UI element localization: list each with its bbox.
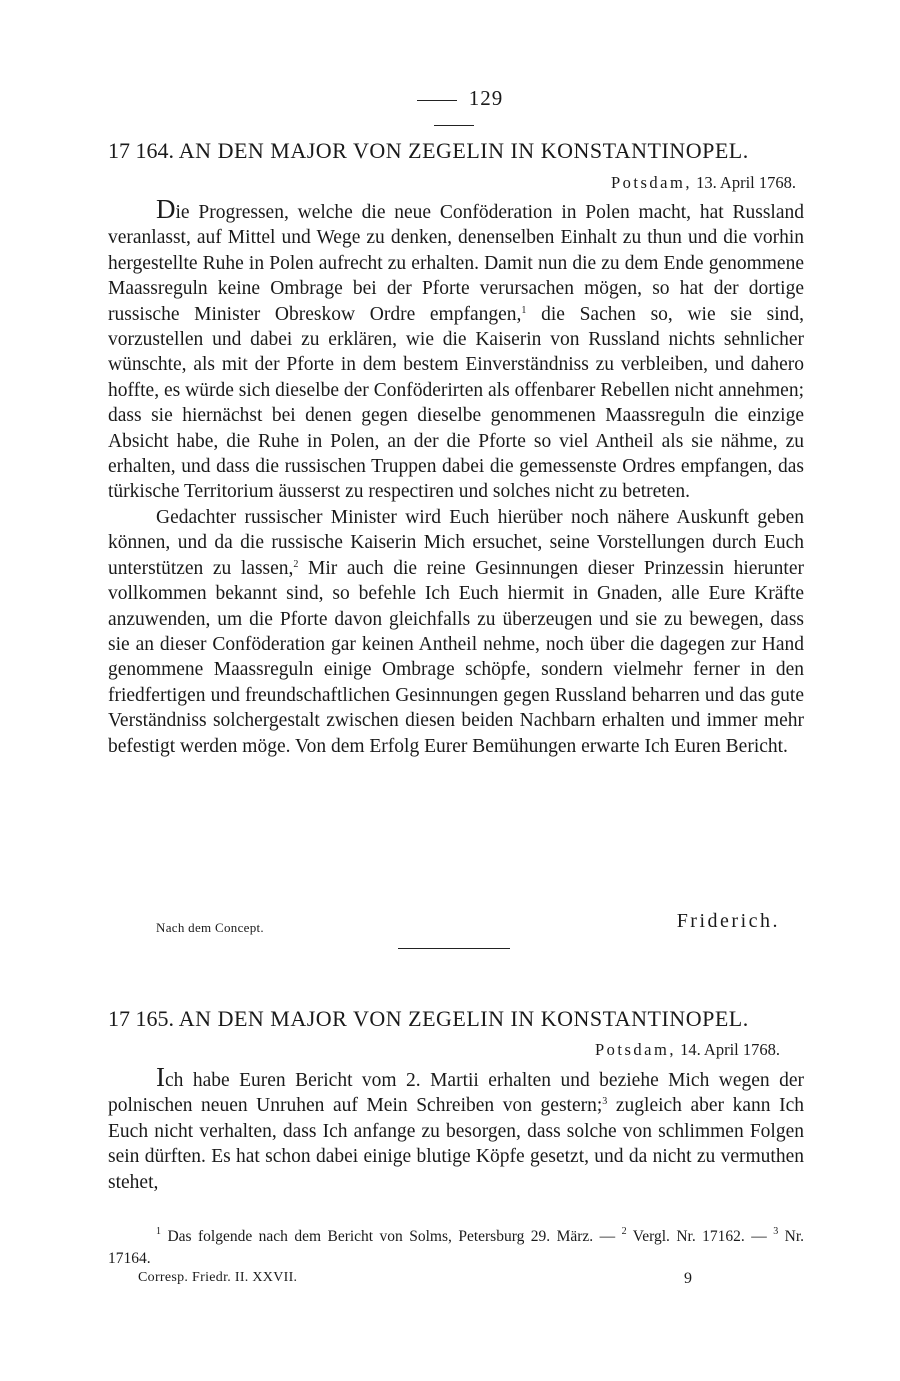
initial-letter: I <box>156 1062 165 1092</box>
footnote-mark: 3 <box>773 1226 779 1237</box>
footnote-mark: 1 <box>156 1226 161 1237</box>
dash-left <box>417 100 457 101</box>
dash-right <box>434 125 474 126</box>
footnote-ref: 3 <box>602 1096 608 1108</box>
letter-number: 17 165. <box>108 1006 174 1031</box>
footnote-ref: 1 <box>521 304 527 316</box>
letter-heading-17165 <box>108 1006 804 1032</box>
letter-heading-17164 <box>108 138 804 164</box>
signature: Friderich. <box>676 910 780 932</box>
page-number: 129 <box>374 86 534 136</box>
dateline-17165 <box>595 1040 780 1060</box>
footnote-ref: 2 <box>293 558 299 570</box>
letter-title: AN DEN MAJOR VON ZEGELIN IN KONSTANTINOPEL. <box>178 138 749 163</box>
footnote-mark: 2 <box>621 1226 627 1237</box>
letter-body-17164 <box>108 194 805 759</box>
dateline-place: Potsdam, <box>610 173 692 192</box>
letter-title: AN DEN MAJOR VON ZEGELIN IN KONSTANTINOPEL. <box>178 1006 749 1031</box>
footnote-text: $^1$ Das folgende nach dem Bericht von Solms, Petersburg 29. März. — $^2$ Vergl. Nr. 17162. — $^3$ Nr. 17164. <box>108 1226 805 1267</box>
paragraph: Ich habe Euren Bericht vom 2. Martii erhalten und beziehe Mich wegen der polnischen neuen Unruhen auf Mein Schreiben von gestern;$^3$ zugleich aber kann Ich Euch nicht verhalten, dass Ich anfange zu besorgen, dass solche von schlimmen Folgen sein dürften. Es hat schon dabei einige blutige Köpfe gesetzt, und da nicht zu vermuthen stehet, <box>108 1062 804 1193</box>
section-divider <box>398 948 510 949</box>
signature-line-right: 9 <box>684 1270 692 1287</box>
source-note: Nach dem Concept. <box>156 920 264 935</box>
letter-body-17165 <box>108 1062 804 1195</box>
dateline-place: Potsdam, <box>594 1040 676 1059</box>
paragraph: Die Progressen, welche die neue Conföderation in Polen macht, hat Russland veranlasst, auf Mittel und Wege zu denken, denenselben Einhalt zu thun und die vorhin hergestellte Ruhe in Polen aufrecht zu erhalten. Damit nun die zu dem Ende genommene Maassreguln keine Ombrage bei der Pforte verursachen mögen, so hat der dortige russische Minister Obreskow Ordre empfangen,$^1$ die Sachen so, wie sie sind, vorzustellen und dabei zu erklären, wie die Kaiserin von Russland nichts sehnlicher wünschte, als mit der Pforte in dem bestem Einverständniss zu verbleiben, und dahero hoffte, es würde sich dieselbe der Conföderirten als offenbarer Rebellen nicht annehmen; dass sie hiernächst bei denen gegen dieselbe genommenen Maassreguln die einzige Absicht habe, die Ruhe in Polen, an der die Pforte so viel Antheil als sie nähme, zu erhalten, und dass die russischen Truppen dabei die gemessenste Ordres empfangen, das türkische Territorium äusserst zu respectiren und solches nicht zu betreten. <box>108 194 805 503</box>
footnotes <box>108 1226 804 1270</box>
dateline-date: 14. April 1768. <box>680 1040 780 1059</box>
paragraph: Gedachter russischer Minister wird Euch hierüber noch nähere Auskunft geben können, und da die russische Kaiserin Mich ersuchet, seine Vorstellungen durch Euch unterstützen zu lassen,$^2$ Mir auch die reine Gesinnungen dieser Prinzessin hierunter vollkommen bekannt sind, so befehle Ich Euch hiermit in Gnaden, alle Eure Kräfte anzuwenden, um die Pforte davon gleichfalls zu überzeugen und sie zu bewegen, dass sie an dieser Conföderation gar keinen Antheil nehme, noch über die dagegen zur Hand genommene Maassreguln einige Ombrage schöpfe, sondern vielmehr ferner in den friedfertigen und freundschaftlichen Gesinnungen gegen Russland beharren und das gute Verständniss solchergestalt zwischen diesen beiden Nachbarn erhalten und immer mehr befestigt werden möge. Von dem Erfolg Eurer Bemühungen erwarte Ich Euren Bericht. <box>108 506 804 757</box>
signature-line-left: Corresp. Friedr. II. XXVII. <box>138 1270 298 1285</box>
letter-number: 17 164. <box>108 138 174 163</box>
initial-letter: D <box>156 194 176 224</box>
dateline-date: 13. April 1768. <box>696 173 796 192</box>
dateline-17164 <box>611 173 796 193</box>
